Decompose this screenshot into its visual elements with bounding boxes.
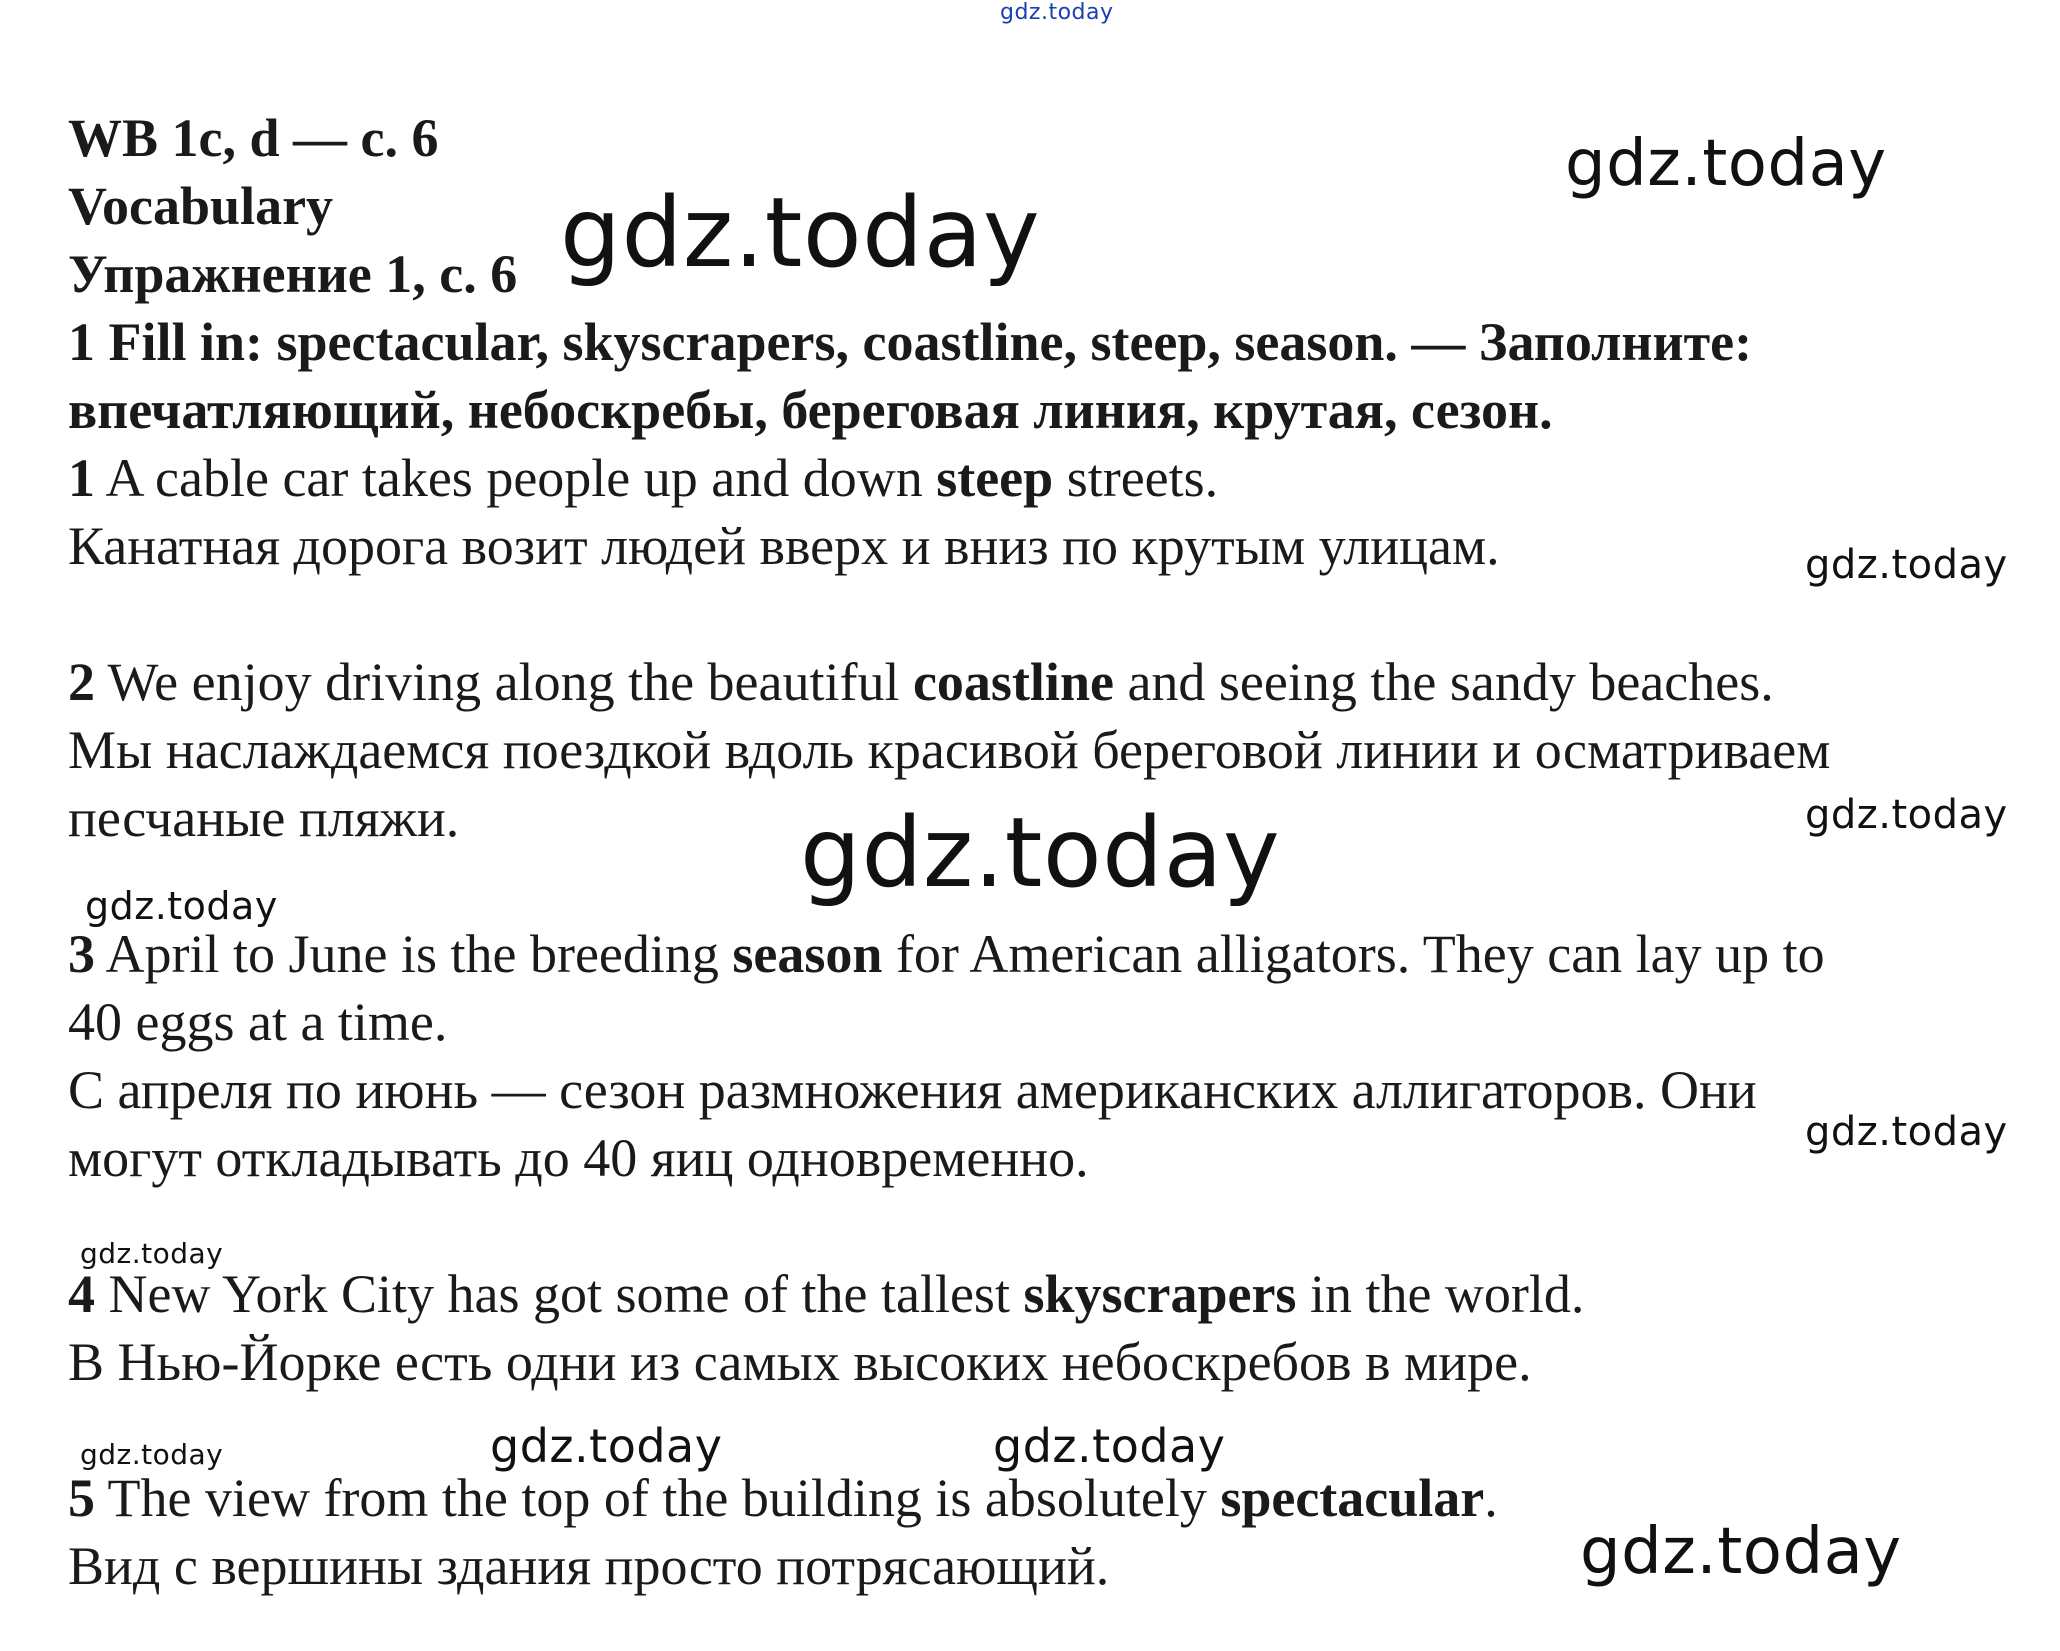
- item-2-russian-line-1: Мы наслаждаемся поездкой вдоль красивой береговой линии и осматриваем: [68, 720, 1831, 780]
- task-instruction-line-2: впечатляющий, небоскребы, береговая линия, крутая, сезон.: [68, 380, 1553, 440]
- item-4-russian: В Нью-Йорке есть одни из самых высоких небоскребов в мире.: [68, 1332, 1532, 1392]
- item-text: in the world.: [1296, 1264, 1585, 1324]
- item-5-russian: Вид с вершины здания просто потрясающий.: [68, 1536, 1110, 1596]
- watermark: gdz.today: [1805, 792, 2008, 838]
- watermark: gdz.today: [85, 884, 278, 928]
- item-text: April to June is the breeding: [95, 924, 733, 984]
- item-3-russian-line-1: С апреля по июнь — сезон размножения американских аллигаторов. Они: [68, 1060, 1757, 1120]
- item-text: for American alligators. They can lay up to: [882, 924, 1825, 984]
- item-number: 4: [68, 1264, 95, 1324]
- watermark: gdz.today: [80, 1438, 224, 1471]
- watermark: gdz.today: [1805, 1109, 2008, 1155]
- item-text: The view from the top of the building is absolutely: [95, 1468, 1221, 1528]
- item-2-english: [68, 648, 1774, 716]
- answer-word: skyscrapers: [1023, 1264, 1297, 1324]
- item-3-english: [68, 920, 1825, 988]
- item-text: and seeing the sandy beaches.: [1113, 652, 1774, 712]
- watermark: gdz.today: [80, 1237, 224, 1270]
- item-number: 3: [68, 924, 95, 984]
- item-1-english: [68, 444, 1218, 512]
- page-reference: WB 1c, d — c. 6: [68, 108, 439, 168]
- answer-word: steep: [936, 448, 1054, 508]
- exercise-title: Упражнение 1, с. 6: [68, 244, 518, 304]
- item-number: 2: [68, 652, 95, 712]
- section-title: Vocabulary: [68, 176, 334, 236]
- top-watermark: gdz.today: [1000, 0, 1114, 25]
- watermark: gdz.today: [1565, 127, 1887, 201]
- item-text: .: [1484, 1468, 1498, 1528]
- item-text: A cable car takes people up and down: [95, 448, 937, 508]
- watermark: gdz.today: [490, 1419, 723, 1473]
- item-3-english-line-2: 40 eggs at a time.: [68, 992, 448, 1052]
- answer-word: spectacular: [1220, 1468, 1485, 1528]
- watermark: gdz.today: [993, 1419, 1226, 1473]
- watermark: gdz.today: [800, 797, 1281, 909]
- item-number: 5: [68, 1468, 95, 1528]
- answer-word: season: [732, 924, 883, 984]
- item-3-russian-line-2: могут откладывать до 40 яиц одновременно.: [68, 1128, 1089, 1188]
- item-1-russian: Канатная дорога возит людей вверх и вниз по крутым улицам.: [68, 516, 1500, 576]
- item-text: New York City has got some of the tallest: [95, 1264, 1024, 1324]
- item-2-russian-line-2: песчаные пляжи.: [68, 788, 460, 848]
- watermark: gdz.today: [1805, 542, 2008, 588]
- answer-word: coastline: [912, 652, 1114, 712]
- item-text: streets.: [1053, 448, 1219, 508]
- watermark: gdz.today: [560, 177, 1041, 289]
- item-5-english: [68, 1464, 1498, 1532]
- item-4-english: [68, 1260, 1584, 1328]
- item-number: 1: [68, 448, 95, 508]
- item-text: We enjoy driving along the beautiful: [95, 652, 913, 712]
- watermark: gdz.today: [1580, 1515, 1902, 1589]
- task-instruction-line-1: 1 Fill in: spectacular, skyscrapers, coastline, steep, season. — Заполните:: [68, 312, 1753, 372]
